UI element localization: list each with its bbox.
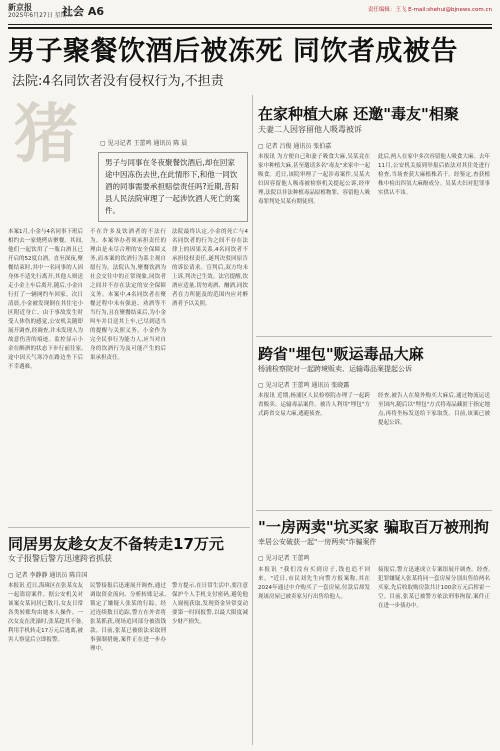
story2-rule xyxy=(8,527,250,528)
story5-rule xyxy=(256,510,492,511)
story4-subtitle: 杨浦检察院对一起跨境贩卖、运输毒品案提起公诉 xyxy=(258,365,412,373)
main-body-col3: 法院最终认定,小金的死亡与4名同饮者的行为之间不存在法律上的因果关系,4名同饮者不承担侵权责任,遂判决驳回原告的诉讼请求。宣判后,双方均未上诉,判决已生效。法官提醒,饮酒应适量,切勿劝酒、酗酒,同饮者在力所能及的范围内应对醉酒者予以关照。 xyxy=(172,229,248,307)
header-rule xyxy=(8,24,492,25)
main-headline: 男子聚餐饮酒后被冻死 同饮者成被告 xyxy=(8,36,458,67)
decorative-character: 猪 xyxy=(14,97,78,172)
main-body-col2: 不在许多及饮酒者的不法行为。本案举办者须承担责任的理由是未尽合理的安全保障义务,而本案的饮酒行为系主观自愿行为。法院认为,聚餐饮酒为社会交往中的正常现象,同饮者之间并不存在法定的安全保障义务。本案中,4名同饮者在聚餐过程中未有强迫、劝酒等不当行为,且在聚餐结束后,为小金叫车并目送其上车,已尽到适当的提醒与关照义务。小金作为完全民事行为能力人,应当对自身的饮酒行为及可能产生的后果承担责任。 xyxy=(90,229,166,361)
story2-byline: ▢ 记者 李静静 通讯员 陈自国 xyxy=(8,572,88,579)
main-subhead: 法院:4名同饮者没有侵权行为,不担责 xyxy=(12,74,224,89)
story4-rule xyxy=(256,336,492,337)
header-rule-thick xyxy=(8,27,492,29)
story5-col2: 接报后,警方迅速成立专案组展开调查。经查,犯罪嫌疑人张某将同一套房屋分别出售给两名买家,先后收取购房款共计100余万元后挥霍一空。目前,张某已被警方依法刑事拘留,案件正在进一步侦办中。 xyxy=(378,567,490,609)
story4-byline: ▢ 见习记者 王蕾鸣 通讯员 张晓露 xyxy=(258,382,350,389)
story5-byline: ▢ 见习记者 王蕾鸣 xyxy=(258,555,310,562)
section-label: 社会 A6 xyxy=(62,5,104,18)
story3-subtitle: 夫妻二人因容留他人吸毒被诉 xyxy=(258,125,362,134)
story5-col1: 本报讯 "我们没有买到房子,钱也追不回来。"近日,市民刘先生向警方报案称,其在2024年通过中介购买了一套房屋,付款后却发现该房屋已被卖家另行出售给他人。 xyxy=(258,567,370,600)
lead-paragraph: 男子与同事在冬夜聚餐饮酒后,却在回家途中因冻伤去世,在此情形下,和他一同饮酒的同事需要承担赔偿责任吗?近期,昔阳县人民法院审理了一起涉饮酒人死亡的案件。 xyxy=(98,152,248,222)
story3-col2: 此后,两人在家中多次容留他人吸食大麻。去年11月,公安机关接到举报后依法对其住处进行检查,当场查获大麻植株若干。经鉴定,查获植株中检出四氢大麻酚成分。吴某夫妇对犯罪事实供认不讳。 xyxy=(378,154,490,196)
story3-col1: 本报讯 为方便自己和妻子吸食大麻,吴某竟在家中种植大麻,甚至邀请多名"毒友"来家中一起吸食。近日,该院审理了一起涉毒案件,吴某夫妇因容留他人吸毒被检察机关提起公诉,经审理,法院以非法种植毒品原植物罪、容留他人吸毒罪判处吴某有期徒刑。 xyxy=(258,154,370,205)
story4-col2: 经查,被告人在境外购买大麻后,通过物流运送至国内,随后以"埋包"方式将毒品藏匿于指定地点,再将坐标发送给下家取货。目前,该案已被提起公诉。 xyxy=(378,393,490,426)
story2-col3: 警方提示,在日常生活中,要注意保护个人手机支付密码,避免他人窥视获取,发现资金异常变动要第一时间报警,以最大限度减少财产损失。 xyxy=(172,583,248,625)
main-byline: ▢ 见习记者 王蕾鸣 通讯员 陈 晨 xyxy=(100,140,188,147)
story4-col1: 本报讯 近期,杨浦区人民检察院办理了一起跨省贩卖、运输毒品案件。被告人利用"埋包"方式跨省交易大麻,逃避侦查。 xyxy=(258,393,370,417)
story2-title: 同居男友趁女友不备转走17万元 xyxy=(8,535,224,553)
story3-title: 在家种植大麻 还邀"毒友"相聚 xyxy=(258,105,459,123)
story2-subtitle: 女子报警后警方迅速跨省抓获 xyxy=(8,554,112,563)
editor-contact: 责任编辑：王飞 E-mail:shehui@bjnews.com.cn xyxy=(367,7,492,13)
story5-subtitle: 幸居公安破获一起"一房两卖"诈骗案件 xyxy=(258,538,377,546)
main-body-col1: 本案1月,小金与4名同事下班后相约去一家烧烤店聚餐。其间,他们一起饮用了一瓶白酒且已开启的52度白酒。直至深夜,聚餐结束时,其中一名同事的人因身体不适先行离开,其他人则送走小金上车后离开,随后,小金自行打了一辆网约车回家。次日清晨,小金被发现倒在其住宅小区附近身亡。由于事故发生时受人体伤的感觉,公安机关随即展开调查,经调查,并未发现人为故意伤害的痕迹。监控显示小金在醉酒的状态下步行前往家,途中因天气寒冷在路边坐下后不幸遇难。 xyxy=(8,229,83,370)
story2-col2: 民警接报后迅速展开调查,通过调取资金流向、分析转账记录,锁定了嫌疑人张某的行踪。经过连续数日追踪,警方在外省将张某抓获,现场追回部分被盗钱款。目前,张某已被依法采取刑事强制措施,案件正在进一步办理中。 xyxy=(90,583,166,652)
issue-date: 2025年6月27日 星期五 xyxy=(8,12,73,19)
column-divider xyxy=(252,95,253,745)
story4-title: 跨省"埋包"贩运毒品大麻 xyxy=(258,345,424,363)
story3-byline: ▢ 记者 吕俊 通讯员 张伯嘉 xyxy=(258,143,332,150)
newspaper-name: 新京报 xyxy=(8,3,32,12)
story2-col1: 本报讯 近日,海珠区在张某女友一起盗窃案件。据公安机关对该案女某同居已数月,女友日常各类转账均由她本人操作。一次女友在洗澡时,张某趁其不备,利用手机转走17万元后逃离,被害人察觉后立即报警。 xyxy=(8,583,83,643)
story5-title: "一房两卖"坑买家 骗取百万被刑拘 xyxy=(258,518,489,536)
